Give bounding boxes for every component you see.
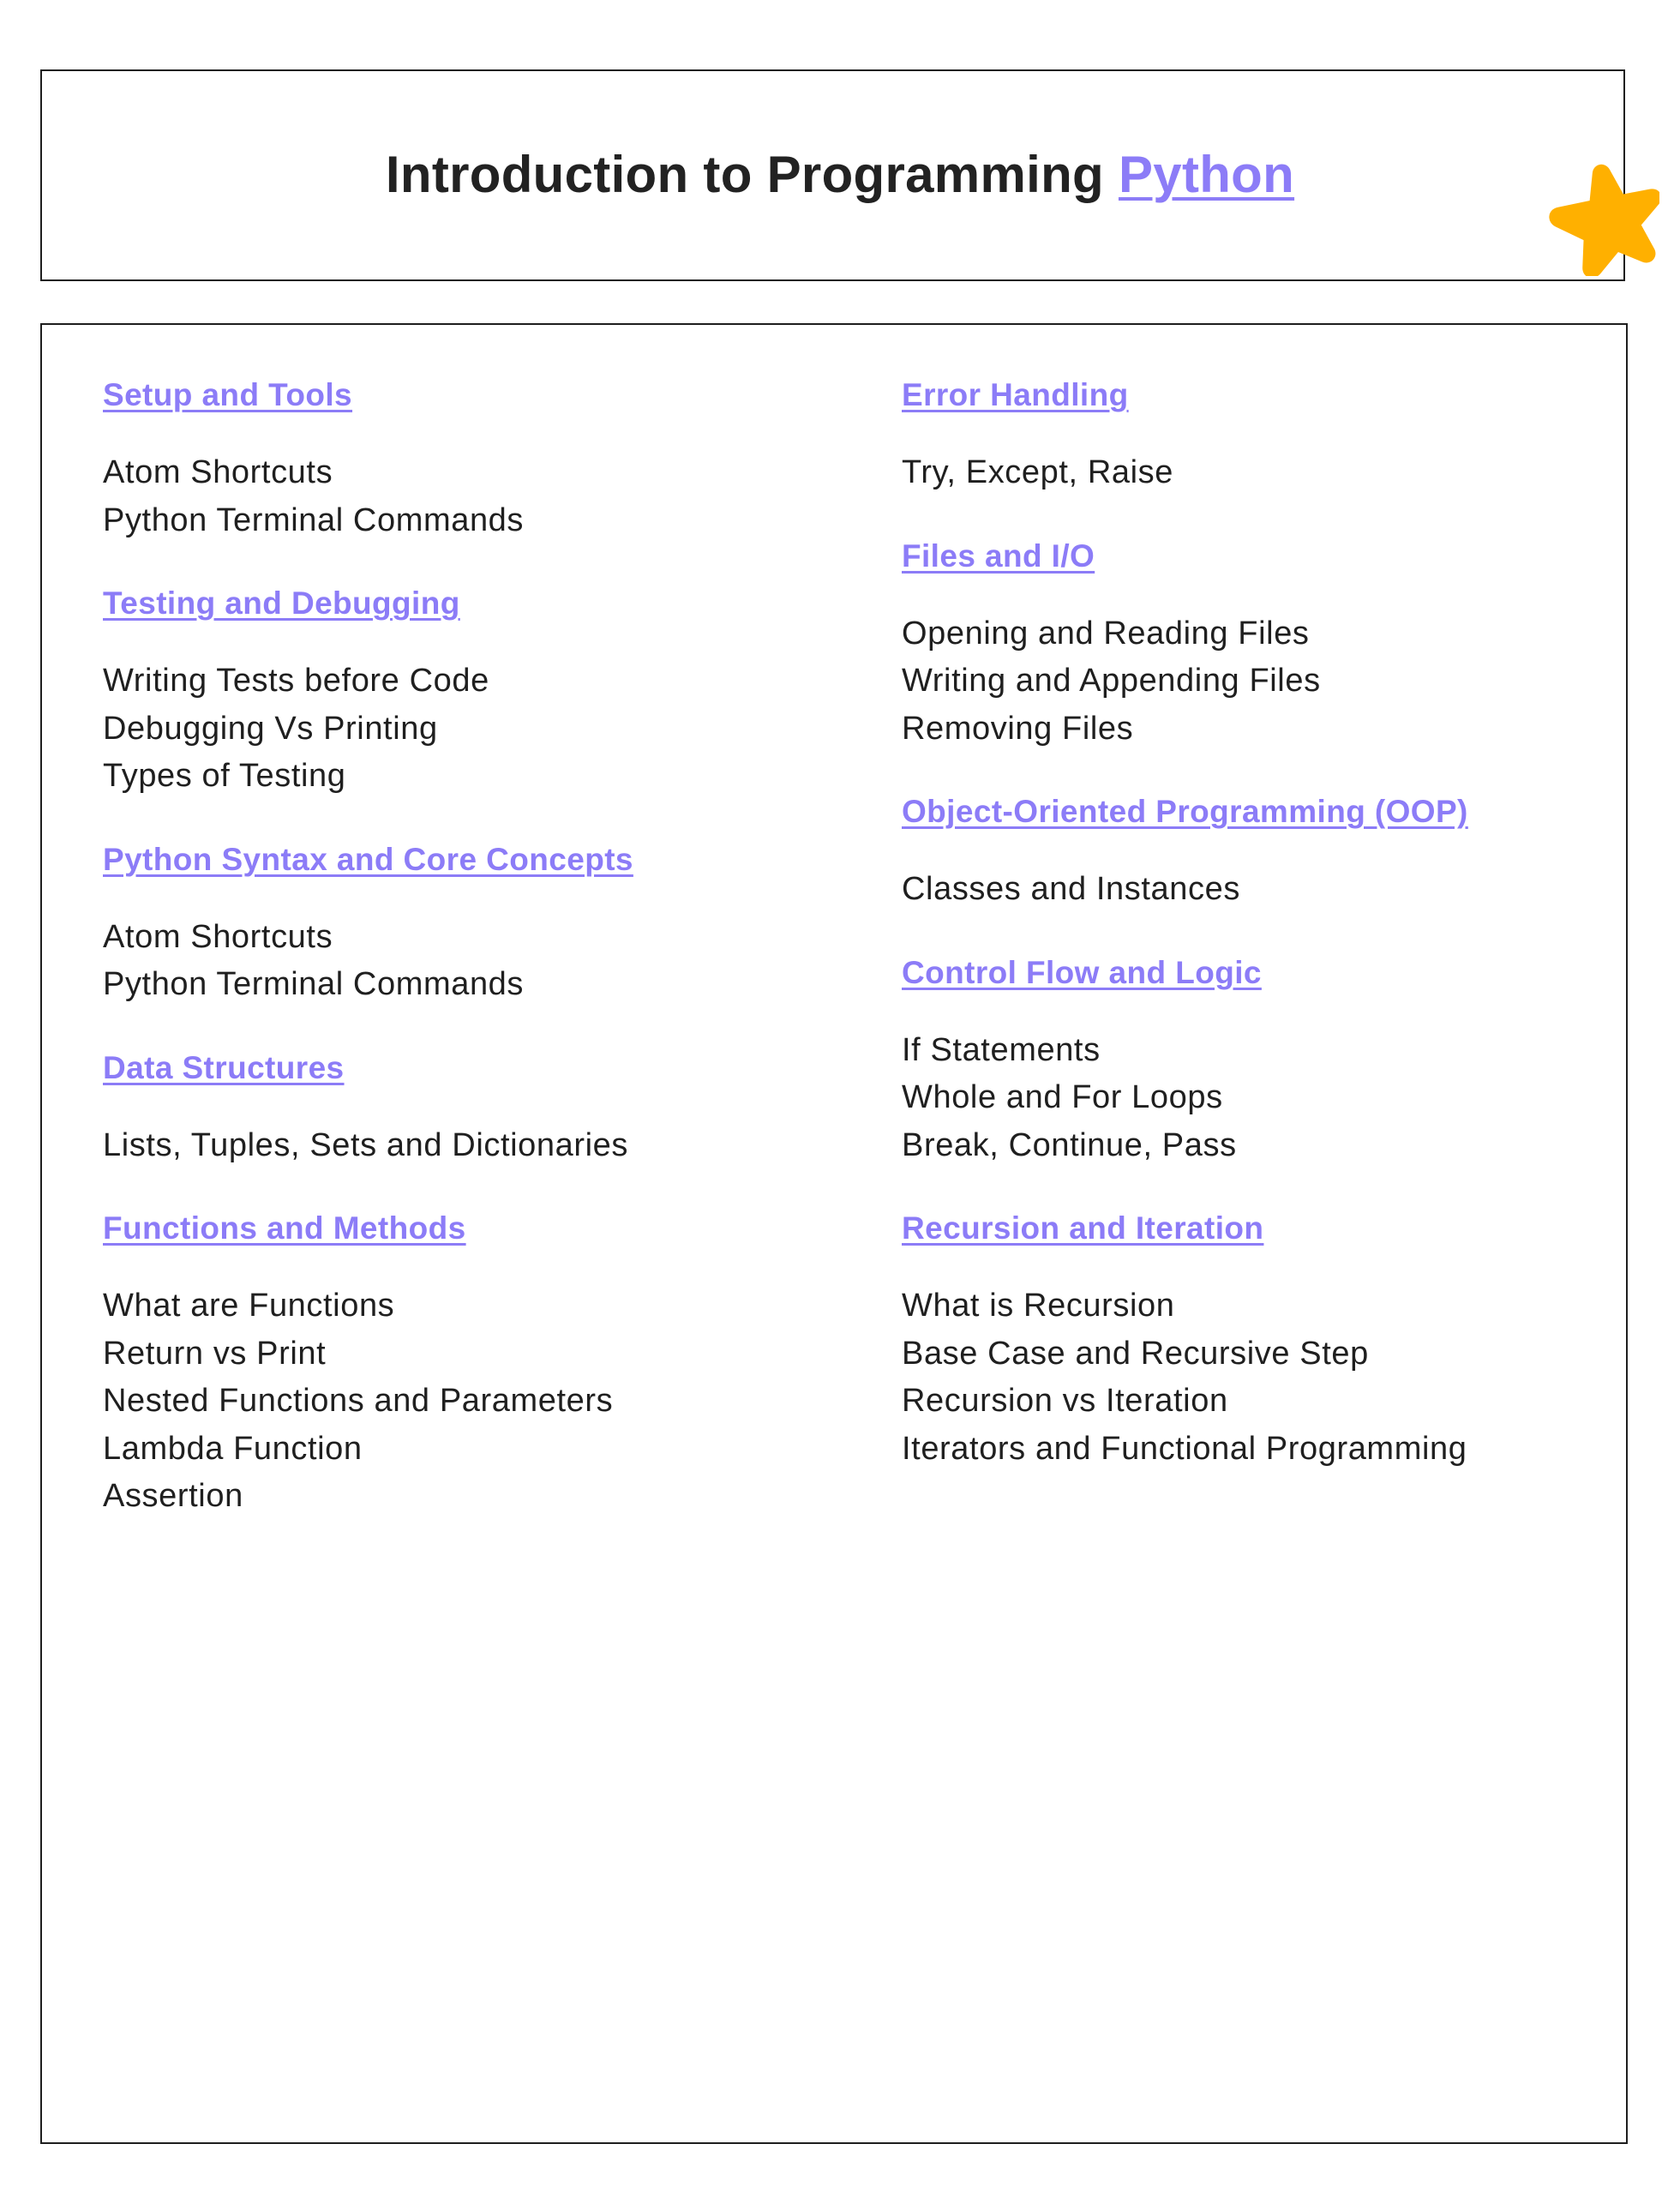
list-item: Return vs Print bbox=[103, 1335, 327, 1372]
list-item: If Statements bbox=[902, 1031, 1101, 1068]
list-item: Lambda Function bbox=[103, 1430, 363, 1467]
item-list bbox=[902, 1027, 1605, 1170]
list-item: Removing Files bbox=[902, 710, 1134, 747]
section-testing-and-debugging bbox=[103, 582, 857, 801]
left-column bbox=[103, 374, 857, 1558]
item-list bbox=[902, 449, 1605, 497]
heading-control-flow-and-logic[interactable]: Control Flow and Logic bbox=[902, 954, 1262, 990]
list-item: Classes and Instances bbox=[902, 871, 1240, 907]
page-title bbox=[0, 144, 1680, 206]
right-column bbox=[902, 374, 1605, 1510]
list-item: Types of Testing bbox=[103, 758, 346, 794]
section-python-syntax bbox=[103, 838, 857, 1009]
item-list bbox=[902, 866, 1605, 914]
heading-error-handling[interactable]: Error Handling bbox=[902, 377, 1129, 412]
heading-files-and-io[interactable]: Files and I/O bbox=[902, 537, 1095, 574]
heading-testing-and-debugging[interactable]: Testing and Debugging bbox=[103, 586, 460, 621]
heading-recursion-and-iteration[interactable]: Recursion and Iteration bbox=[902, 1210, 1264, 1246]
list-item: Break, Continue, Pass bbox=[902, 1126, 1237, 1163]
list-item: Whole and For Loops bbox=[902, 1079, 1223, 1115]
item-list bbox=[902, 1282, 1605, 1473]
list-item: Atom Shortcuts bbox=[103, 918, 333, 955]
section-control-flow bbox=[902, 952, 1605, 1170]
list-item: Python Terminal Commands bbox=[103, 501, 525, 538]
list-item: Try, Except, Raise bbox=[902, 454, 1173, 490]
list-item: What is Recursion bbox=[902, 1288, 1175, 1324]
section-error-handling bbox=[902, 374, 1605, 497]
star-icon bbox=[1543, 159, 1659, 276]
list-item: Debugging Vs Printing bbox=[103, 710, 438, 747]
item-list bbox=[103, 1122, 857, 1170]
list-item: Assertion bbox=[103, 1478, 243, 1514]
item-list bbox=[103, 449, 857, 544]
section-setup-and-tools bbox=[103, 374, 857, 544]
section-data-structures bbox=[103, 1047, 857, 1170]
list-item: Base Case and Recursive Step bbox=[902, 1335, 1369, 1372]
heading-data-structures[interactable]: Data Structures bbox=[103, 1049, 345, 1085]
section-files-and-io bbox=[902, 535, 1605, 754]
page-title-prefix: Introduction to Programming bbox=[385, 146, 1119, 203]
list-item: Atom Shortcuts bbox=[103, 454, 333, 490]
item-list bbox=[902, 610, 1605, 754]
heading-object-oriented-programming[interactable]: Object-Oriented Programming (OOP) bbox=[902, 794, 1468, 829]
list-item: Nested Functions and Parameters bbox=[103, 1383, 614, 1419]
page-title-python-link[interactable]: Python bbox=[1118, 146, 1295, 203]
section-oop bbox=[902, 790, 1605, 914]
item-list bbox=[103, 1282, 857, 1521]
list-item: Python Terminal Commands bbox=[103, 966, 525, 1002]
list-item: Writing Tests before Code bbox=[103, 663, 489, 699]
list-item: Iterators and Functional Programming bbox=[902, 1430, 1467, 1467]
list-item: Opening and Reading Files bbox=[902, 615, 1310, 652]
list-item: Writing and Appending Files bbox=[902, 663, 1321, 699]
item-list bbox=[103, 658, 857, 801]
heading-setup-and-tools[interactable]: Setup and Tools bbox=[103, 377, 353, 412]
heading-python-syntax-and-core-concepts[interactable]: Python Syntax and Core Concepts bbox=[103, 841, 633, 877]
list-item: What are Functions bbox=[103, 1288, 395, 1324]
section-recursion-and-iteration bbox=[902, 1207, 1605, 1473]
heading-functions-and-methods[interactable]: Functions and Methods bbox=[103, 1210, 466, 1246]
item-list bbox=[103, 914, 857, 1009]
list-item: Lists, Tuples, Sets and Dictionaries bbox=[103, 1126, 628, 1163]
section-functions-and-methods bbox=[103, 1207, 857, 1521]
list-item: Recursion vs Iteration bbox=[902, 1383, 1228, 1419]
